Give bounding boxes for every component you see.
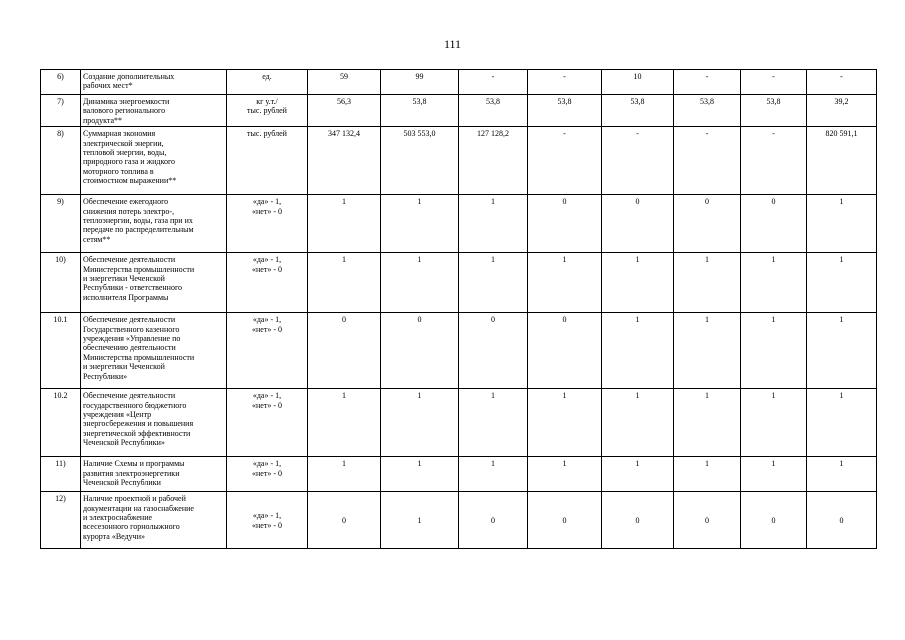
value-cell: 59 — [308, 70, 381, 95]
unit-cell: «да» - 1, «нет» - 0 — [227, 313, 308, 389]
value-cell: - — [807, 70, 877, 95]
value-cell: 1 — [807, 253, 877, 313]
value-cell: 1 — [308, 457, 381, 492]
value-cell: 0 — [741, 195, 807, 253]
value-cell: 0 — [674, 492, 741, 549]
page-number: 111 — [443, 37, 462, 51]
value-cell: 0 — [308, 492, 381, 549]
value-cell: 1 — [602, 253, 674, 313]
indicators-table — [40, 69, 877, 549]
indicator-name: Динамика энергоемкости валового регионального продукта** — [81, 95, 227, 127]
value-cell: 56,3 — [308, 95, 381, 127]
row-number: 8) — [41, 127, 81, 195]
row-number: 6) — [41, 70, 81, 95]
row-number: 10.1 — [41, 313, 81, 389]
value-cell: 53,8 — [381, 95, 459, 127]
value-cell: - — [602, 127, 674, 195]
indicator-name: Обеспечение деятельности Государственного казенного учреждения «Управление по обеспечению деятельности Министерства промышленности и энергетики Чеченской Республики» — [81, 313, 227, 389]
table-body — [41, 70, 877, 549]
value-cell: 503 553,0 — [381, 127, 459, 195]
value-cell: 1 — [807, 313, 877, 389]
value-cell: - — [674, 70, 741, 95]
value-cell: 1 — [807, 195, 877, 253]
indicator-name: Создание дополнительных рабочих мест* — [81, 70, 227, 95]
value-cell: 1 — [807, 457, 877, 492]
value-cell: 0 — [381, 313, 459, 389]
value-cell: 53,8 — [602, 95, 674, 127]
value-cell: 1 — [308, 195, 381, 253]
value-cell: 1 — [741, 253, 807, 313]
value-cell: - — [674, 127, 741, 195]
value-cell: 1 — [741, 313, 807, 389]
value-cell: 1 — [528, 253, 602, 313]
value-cell: 0 — [807, 492, 877, 549]
value-cell: 0 — [528, 313, 602, 389]
table-row — [41, 313, 877, 389]
unit-cell: кг у.т./ тыс. рублей — [227, 95, 308, 127]
unit-cell: «да» - 1, «нет» - 0 — [227, 389, 308, 457]
table-row — [41, 70, 877, 95]
row-number: 11) — [41, 457, 81, 492]
value-cell: 1 — [674, 253, 741, 313]
value-cell: 1 — [528, 457, 602, 492]
value-cell: 1 — [459, 253, 528, 313]
value-cell: - — [741, 70, 807, 95]
value-cell: 1 — [459, 457, 528, 492]
value-cell: 10 — [602, 70, 674, 95]
value-cell: 1 — [602, 457, 674, 492]
value-cell: 1 — [381, 492, 459, 549]
value-cell: 53,8 — [459, 95, 528, 127]
unit-cell: «да» - 1, «нет» - 0 — [227, 492, 308, 549]
value-cell: 1 — [674, 457, 741, 492]
value-cell: 1 — [459, 389, 528, 457]
table-row — [41, 95, 877, 127]
value-cell: 1 — [741, 389, 807, 457]
row-number: 9) — [41, 195, 81, 253]
value-cell: 99 — [381, 70, 459, 95]
table-row — [41, 457, 877, 492]
value-cell: 0 — [674, 195, 741, 253]
value-cell: 53,8 — [674, 95, 741, 127]
indicator-name: Обеспечение деятельности Министерства промышленности и энергетики Чеченской Республики - ответственного исполнителя Программы — [81, 253, 227, 313]
indicator-name: Наличие проектной и рабочей документации на газоснабжение и электроснабжение всесезонного горнолыжного курорта «Ведучи» — [81, 492, 227, 549]
value-cell: 1 — [602, 389, 674, 457]
unit-cell: «да» - 1, «нет» - 0 — [227, 195, 308, 253]
value-cell: 0 — [528, 195, 602, 253]
unit-cell: тыс. рублей — [227, 127, 308, 195]
value-cell: 0 — [308, 313, 381, 389]
table-row — [41, 195, 877, 253]
value-cell: 127 128,2 — [459, 127, 528, 195]
value-cell: 0 — [459, 492, 528, 549]
value-cell: - — [528, 127, 602, 195]
indicator-name: Наличие Схемы и программы развития электроэнергетики Чеченской Республики — [81, 457, 227, 492]
row-number: 10) — [41, 253, 81, 313]
value-cell: 0 — [528, 492, 602, 549]
value-cell: 820 591,1 — [807, 127, 877, 195]
value-cell: - — [741, 127, 807, 195]
value-cell: 1 — [381, 195, 459, 253]
table-row — [41, 253, 877, 313]
value-cell: 1 — [459, 195, 528, 253]
value-cell: - — [528, 70, 602, 95]
value-cell: 1 — [674, 313, 741, 389]
row-number: 12) — [41, 492, 81, 549]
indicator-name: Обеспечение ежегодного снижения потерь электро-, теплоэнергии, воды, газа при их передаче по распределительным сетям** — [81, 195, 227, 253]
value-cell: 347 132,4 — [308, 127, 381, 195]
table-row — [41, 492, 877, 549]
row-number: 10.2 — [41, 389, 81, 457]
unit-cell: ед. — [227, 70, 308, 95]
value-cell: 1 — [381, 389, 459, 457]
value-cell: 53,8 — [741, 95, 807, 127]
unit-cell: «да» - 1, «нет» - 0 — [227, 457, 308, 492]
value-cell: 0 — [602, 492, 674, 549]
value-cell: 1 — [741, 457, 807, 492]
indicator-name: Обеспечение деятельности государственного бюджетного учреждения «Центр энергосбережения и повышения энергетической эффективности Чеченской Республики» — [81, 389, 227, 457]
indicator-name: Суммарная экономия электрической энергии, тепловой энергии, воды, природного газа и жидкого моторного топлива в стоимостном выражении** — [81, 127, 227, 195]
value-cell: 1 — [528, 389, 602, 457]
value-cell: 1 — [308, 253, 381, 313]
table-row — [41, 127, 877, 195]
value-cell: 1 — [674, 389, 741, 457]
unit-cell: «да» - 1, «нет» - 0 — [227, 253, 308, 313]
value-cell: 1 — [308, 389, 381, 457]
row-number: 7) — [41, 95, 81, 127]
value-cell: - — [459, 70, 528, 95]
value-cell: 39,2 — [807, 95, 877, 127]
value-cell: 1 — [381, 457, 459, 492]
value-cell: 1 — [602, 313, 674, 389]
value-cell: 0 — [741, 492, 807, 549]
value-cell: 53,8 — [528, 95, 602, 127]
value-cell: 0 — [602, 195, 674, 253]
value-cell: 0 — [459, 313, 528, 389]
value-cell: 1 — [381, 253, 459, 313]
value-cell: 1 — [807, 389, 877, 457]
table-row — [41, 389, 877, 457]
